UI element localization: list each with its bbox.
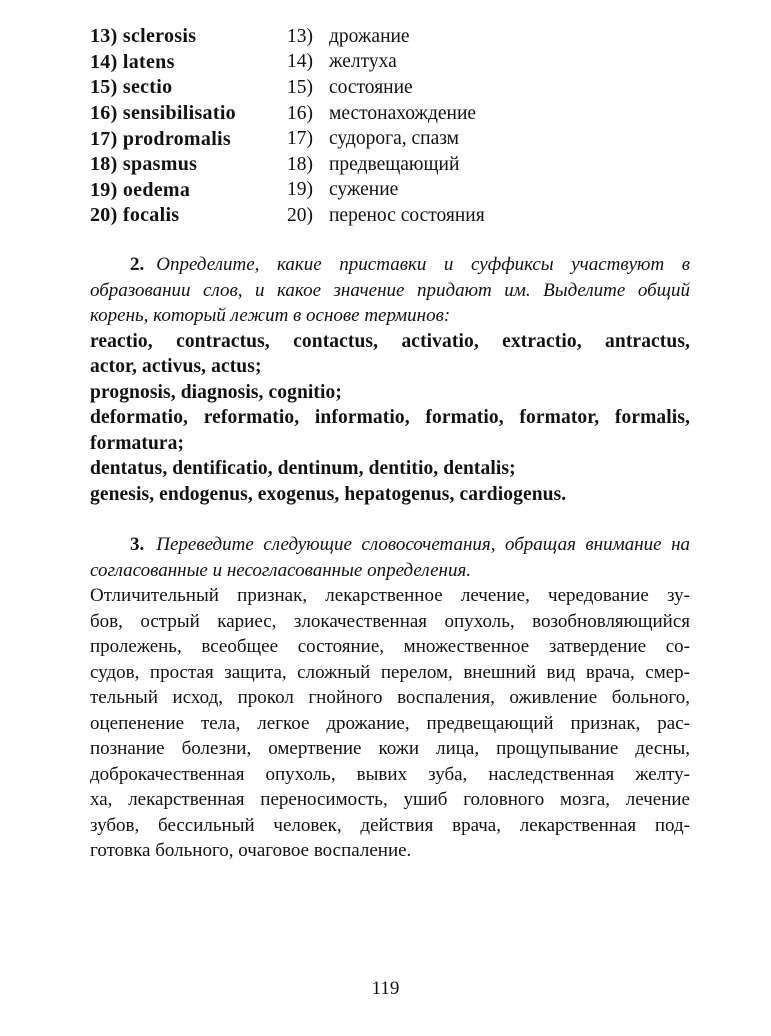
item-number: 18) [287,153,313,175]
item-number: 14) [287,51,313,73]
exercise-2 [90,252,690,508]
exercise-task [90,252,690,329]
text-line: доброкачественная опухоль, вывих зуба, наследственная желту- [90,763,690,785]
term-line: genesis, endogenus, exogenus, hepatogenus, cardiogenus. [90,484,567,506]
exercise-3 [90,532,690,864]
latin-term: 14) latens [90,50,175,73]
russian-translation: дрожание [329,25,410,47]
russian-translation: судорога, спазм [329,128,460,150]
term-line: dentatus, dentificatio, dentinum, dentitio, dentalis; [90,458,516,480]
russian-translation: состояние [329,76,413,98]
russian-translation: сужение [329,179,399,201]
text-line: судов, простая защита, сложный перелом, внешний вид врача, смер- [90,661,690,683]
russian-translation: желтуха [329,51,397,73]
task-text: Определите, какие приставки и суффиксы участвуют в образовании слов, и какое значение придают им. Выделите общий корень, который лежит в основе терминов: [90,254,690,326]
vocabulary-list [90,24,710,229]
list-item [90,24,710,50]
latin-term: 15) sectio [90,76,173,99]
item-number: 15) [287,76,313,98]
text-line: ха, лекарственная переносимость, ушиб головного мозга, лечение [90,789,690,810]
text-line: зубов, бессильный человек, действия врача, лекарственная под- [90,814,690,836]
latin-term: 19) oedema [90,178,191,201]
list-item [90,126,710,152]
term-line: deformatio, reformatio, informatio, formatio, formator, formalis, [90,407,690,429]
item-number: 13) [287,25,313,47]
list-item [90,101,710,127]
term-line: reactio, contractus, contactus, activatio, extractio, antractus, [90,330,690,352]
latin-term: 20) focalis [90,204,180,227]
term-groups [90,329,690,508]
text-line: бов, острый кариес, злокачественная опухоль, возобновляющийся [90,610,690,632]
item-number: 16) [287,102,313,124]
russian-translation: предвещающий [329,153,460,175]
list-item [90,152,710,178]
list-item [90,178,710,204]
latin-term: 13) sclerosis [90,25,197,48]
item-number: 20) [287,204,313,226]
text-line: готовка больного, очаговое воспаление. [90,840,412,861]
list-item [90,203,710,229]
latin-term: 18) spasmus [90,153,198,176]
text-line: Отличительный признак, лекарственное лечение, чередование зу- [90,585,690,606]
latin-term: 17) prodromalis [90,127,231,150]
task-text: Переведите следующие словосочетания, обращая внимание на согласованные и несогласованные определения. [90,534,690,581]
russian-translation: местонахождение [329,102,477,124]
text-line: пролежень, всеобщее состояние, множественное затвердение со- [90,636,690,657]
item-number: 17) [287,128,313,150]
term-line: actor, activus, actus; [90,356,262,378]
list-item [90,50,710,76]
term-line: formatura; [90,432,185,454]
phrase-list [90,583,690,864]
page-number: 119 [371,978,400,999]
term-line: prognosis, diagnosis, cognitio; [90,381,342,403]
exercise-number: 3. [130,534,145,555]
text-line: тельный исход, прокол гнойного воспаления, оживление больного, [90,687,690,708]
list-item [90,75,710,101]
latin-term: 16) sensibilisatio [90,102,236,125]
exercise-task [90,532,690,583]
text-line: оцепенение тела, легкое дрожание, предвещающий признак, рас- [90,712,690,734]
item-number: 19) [287,179,313,201]
text-line: познание болезни, омертвение кожи лица, прощупывание десны, [90,738,690,759]
exercise-number: 2. [130,254,145,275]
russian-translation: перенос состояния [329,204,485,226]
